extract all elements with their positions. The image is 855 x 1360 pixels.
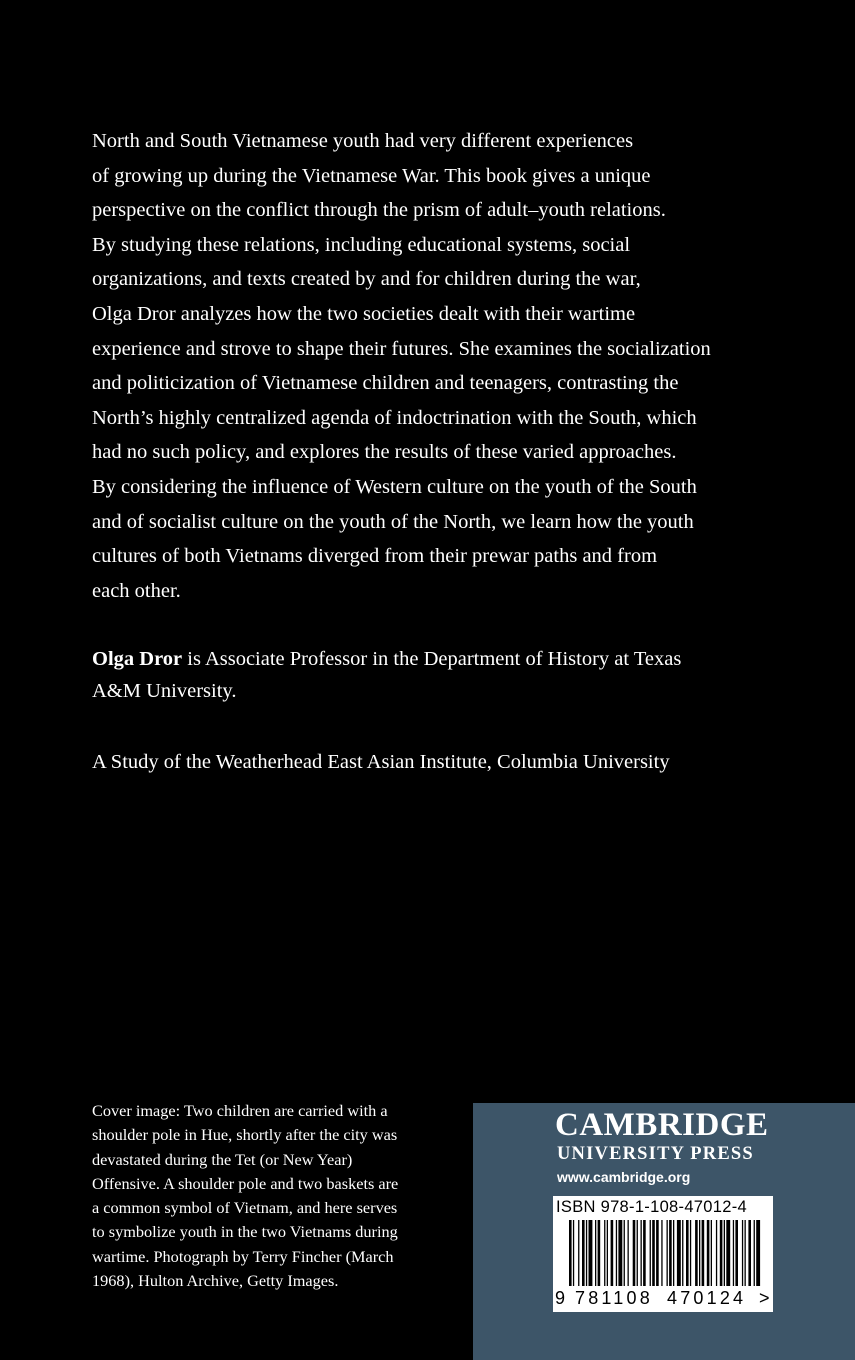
barcode-bar — [618, 1220, 622, 1286]
barcode-bar — [673, 1220, 674, 1286]
barcode-bar — [637, 1220, 638, 1286]
credit-line: Offensive. A shoulder pole and two baskets are — [92, 1173, 399, 1193]
barcode-group-left: 781108 — [575, 1288, 653, 1308]
barcode-digits — [553, 1288, 773, 1310]
barcode-bar — [754, 1220, 755, 1286]
barcode-bar — [589, 1220, 593, 1286]
barcode-bar — [756, 1220, 760, 1286]
barcode-bar — [616, 1220, 617, 1286]
barcode-bar — [677, 1220, 681, 1286]
book-description — [92, 124, 782, 608]
barcode-bar — [742, 1220, 743, 1286]
series-note: A Study of the Weatherhead East Asian Institute, Columbia University — [92, 751, 670, 773]
barcode-bar — [573, 1220, 574, 1286]
barcode-bar — [650, 1220, 651, 1286]
credit-line: a common symbol of Vietnam, and here serves — [92, 1198, 398, 1218]
author-bio-line — [92, 643, 782, 675]
barcode-bar — [699, 1220, 700, 1286]
publisher-panel — [473, 1103, 855, 1360]
barcode-bar — [690, 1220, 691, 1286]
barcode-bar — [745, 1220, 746, 1286]
barcode-bar — [707, 1220, 710, 1286]
publisher-url: www.cambridge.org — [557, 1169, 691, 1185]
isbn-barcode — [553, 1196, 773, 1312]
author-name: Olga Dror — [92, 648, 183, 670]
barcode-bar — [628, 1220, 629, 1286]
description-line: North and South Vietnamese youth had very different experiences — [92, 130, 634, 152]
author-bio-line: A&M University. — [92, 680, 237, 702]
isbn-label: ISBN 978-1-108-47012-4 — [556, 1198, 747, 1216]
barcode-bar — [720, 1220, 723, 1286]
barcode-bar — [682, 1220, 683, 1286]
barcode-group-right: 470124 — [667, 1288, 747, 1308]
description-line: and of socialist culture on the youth of the North, we learn how the youth — [92, 510, 694, 533]
barcode-bar — [607, 1220, 608, 1286]
credit-line: wartime. Photograph by Terry Fincher (March — [92, 1246, 394, 1266]
barcode-arrow: > — [759, 1288, 770, 1308]
barcode-bar — [661, 1220, 662, 1286]
cover-image-credit — [92, 1099, 462, 1293]
barcode-bar — [586, 1220, 587, 1286]
description-line: Olga Dror analyzes how the two societies dealt with their wartime — [92, 302, 636, 325]
barcode-bar — [686, 1220, 689, 1286]
credit-line: 1968), Hulton Archive, Getty Images. — [92, 1271, 339, 1291]
barcode-bar — [569, 1220, 572, 1286]
publisher-logo-press: UNIVERSITY PRESS — [557, 1144, 754, 1164]
description-line: perspective on the conflict through the prism of adult–youth relations. — [92, 199, 666, 222]
barcode-bar — [667, 1220, 668, 1286]
barcode-bar — [595, 1220, 596, 1286]
credit-line: to symbolize youth in the two Vietnams during — [92, 1222, 398, 1242]
barcode-bar — [652, 1220, 655, 1286]
barcode-bar — [726, 1220, 730, 1286]
description-line: organizations, and texts created by and for children during the war, — [92, 268, 641, 291]
publisher-logo-name: CAMBRIDGE — [555, 1107, 769, 1143]
barcode-bar — [643, 1220, 646, 1286]
description-line: cultures of both Vietnams diverged from their prewar paths and from — [92, 545, 658, 568]
barcode-bar — [716, 1220, 717, 1286]
author-bio — [92, 643, 782, 707]
description-line: North’s highly centralized agenda of indoctrination with the South, which — [92, 406, 697, 429]
barcode-bar — [735, 1220, 738, 1286]
barcode-bar — [724, 1220, 725, 1286]
credit-line: shoulder pole in Hue, shortly after the city was — [92, 1125, 398, 1145]
barcode-bar — [604, 1220, 605, 1286]
barcode-bar — [733, 1220, 734, 1286]
description-line: and politicization of Vietnamese children and teenagers, contrasting the — [92, 372, 679, 395]
description-line: each other. — [92, 579, 181, 602]
description-line: experience and strove to shape their futures. She examines the socialization — [92, 337, 711, 360]
barcode-bar — [695, 1220, 698, 1286]
barcode-bar — [624, 1220, 625, 1286]
barcode-bar — [641, 1220, 642, 1286]
description-line: had no such policy, and explores the results of these varied approaches. — [92, 441, 677, 464]
barcode-bar — [598, 1220, 601, 1286]
credit-line: Cover image: Two children are carried with a — [92, 1101, 388, 1120]
barcode-bar — [711, 1220, 712, 1286]
barcode-bar — [656, 1220, 659, 1286]
description-line: of growing up during the Vietnamese War. This book gives a unique — [92, 164, 651, 187]
barcode-bar — [611, 1220, 614, 1286]
barcode-bar — [578, 1220, 579, 1286]
description-line: By considering the influence of Western culture on the youth of the South — [92, 475, 697, 498]
author-bio-text: is Associate Professor in the Department of History at Texas — [182, 648, 682, 670]
barcode-lead-digit: 9 — [555, 1288, 566, 1308]
barcode-bar — [669, 1220, 672, 1286]
barcode-bar — [633, 1220, 636, 1286]
barcode-bar — [748, 1220, 751, 1286]
description-line: By studying these relations, including educational systems, social — [92, 233, 631, 256]
barcode-bar — [702, 1220, 705, 1286]
barcode-bar — [582, 1220, 585, 1286]
credit-line: devastated during the Tet (or New Year) — [92, 1149, 353, 1169]
